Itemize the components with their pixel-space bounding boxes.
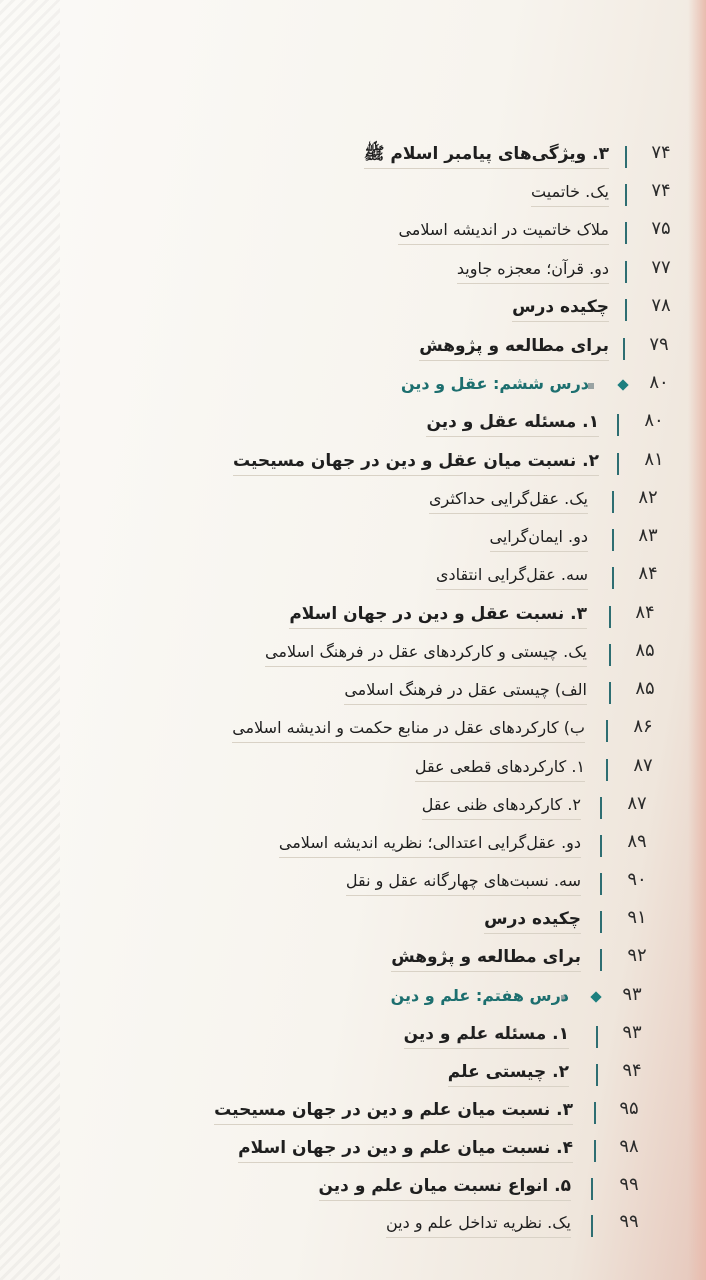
toc-title: ۲. چیستی علم [448, 1060, 569, 1087]
toc-title: ۲. نسبت میان عقل و دین در جهان مسیحیت [233, 449, 599, 476]
toc-separator-bar [600, 911, 602, 933]
toc-title: برای مطالعه و پژوهش [391, 945, 581, 972]
toc-separator-bar [600, 835, 602, 857]
toc-entry [0, 827, 706, 863]
toc-entry [0, 865, 706, 901]
toc-separator-bar [600, 949, 602, 971]
toc-entry [0, 138, 706, 174]
toc-separator-bar [594, 1102, 596, 1124]
toc-entry [0, 712, 706, 748]
toc-title: ۳. نسبت عقل و دین در جهان اسلام [289, 602, 587, 629]
diamond-bullet-icon [617, 379, 628, 390]
toc-page-number: ۸۴ [638, 563, 658, 584]
toc-entry [0, 521, 706, 557]
toc-separator-bar [623, 338, 625, 360]
toc-page-number: ۹۳ [622, 984, 642, 1005]
toc-separator-bar [617, 414, 619, 436]
toc-separator-bar [600, 873, 602, 895]
toc-entry [0, 1018, 706, 1054]
toc-entry [0, 789, 706, 825]
toc-page-number: ۸۷ [633, 755, 653, 776]
toc-entry [0, 636, 706, 672]
toc-entry [0, 903, 706, 939]
toc-entry [0, 980, 706, 1016]
toc-separator-bar [625, 261, 627, 283]
toc-page-number: ۸۵ [635, 678, 655, 699]
toc-page-number: ۸۹ [627, 831, 647, 852]
toc-title: دو. عقل‌گرایی اعتدالی؛ نظریه اندیشه اسلامی [279, 831, 581, 858]
lesson-heading: درس ششم: عقل و دین [400, 374, 589, 393]
toc-separator-bar [594, 1140, 596, 1162]
toc-separator-bar [625, 184, 627, 206]
toc-entry [0, 368, 706, 404]
toc-separator-bar [609, 606, 611, 628]
toc-page-number: ۸۶ [633, 716, 653, 737]
toc-entry [0, 214, 706, 250]
toc-page-number: ۸۰ [644, 410, 664, 431]
toc-title: ۱. مسئله عقل و دین [426, 410, 599, 437]
toc-page-number: ۸۵ [635, 640, 655, 661]
toc-page-number: ۸۰ [649, 372, 669, 393]
toc-separator-bar [606, 720, 608, 742]
toc-title: ۳. نسبت میان علم و دین در جهان مسیحیت [214, 1098, 573, 1125]
toc-entry [0, 751, 706, 787]
toc-title: ۱. کارکردهای قطعی عقل [415, 755, 585, 782]
toc-entry [0, 1170, 706, 1206]
toc-page-number: ۷۹ [649, 334, 669, 355]
toc-entry [0, 445, 706, 481]
toc-separator-bar [612, 567, 614, 589]
toc-separator-bar [591, 1215, 593, 1237]
toc-page-number: ۸۴ [635, 602, 655, 623]
toc-page-number: ۹۴ [622, 1060, 642, 1081]
toc-page-number: ۹۹ [619, 1174, 639, 1195]
toc-separator-bar [617, 453, 619, 475]
toc-entry [0, 559, 706, 595]
toc-separator-bar [625, 299, 627, 321]
toc-separator-bar [591, 1178, 593, 1200]
toc-separator-bar [625, 146, 627, 168]
toc-entry [0, 291, 706, 327]
toc-title: ملاک خاتمیت در اندیشه اسلامی [398, 218, 609, 245]
toc-title: یک. خاتمیت [531, 180, 609, 207]
toc-page-number: ۷۴ [651, 142, 671, 163]
toc-page-number: ۹۸ [619, 1136, 639, 1157]
toc-page-number: ۷۵ [651, 218, 671, 239]
toc-title: ب) کارکردهای عقل در منابع حکمت و اندیشه اسلامی [232, 716, 585, 743]
toc-title: ۵. انواع نسبت میان علم و دین [319, 1174, 572, 1201]
toc-title: ۴. نسبت میان علم و دین در جهان اسلام [238, 1136, 573, 1163]
toc-separator-bar [609, 682, 611, 704]
toc-page-number: ۷۸ [651, 295, 671, 316]
toc-title: چکیده درس [484, 907, 581, 934]
toc-separator-bar [609, 644, 611, 666]
toc-entry [0, 176, 706, 212]
lesson-heading: درس هفتم: علم و دین [390, 986, 569, 1005]
toc-separator-bar [612, 529, 614, 551]
toc-title: الف) چیستی عقل در فرهنگ اسلامی [344, 678, 587, 705]
toc-title: سه. عقل‌گرایی انتقادی [436, 563, 588, 590]
toc-title: دو. قرآن؛ معجزه جاوید [457, 257, 609, 284]
toc-entry [0, 1207, 706, 1243]
toc-separator-bar [596, 1026, 598, 1048]
toc-separator-bar [625, 222, 627, 244]
toc-page-number: ۹۰ [627, 869, 647, 890]
toc-entry [0, 1094, 706, 1130]
toc-entry [0, 1132, 706, 1168]
toc-entry [0, 406, 706, 442]
toc-title: چکیده درس [512, 295, 609, 322]
toc-page-number: ۸۱ [644, 449, 664, 470]
toc-title: ۳. ویژگی‌های پیامبر اسلام ﷺ [364, 142, 609, 169]
toc-page-number: ۸۲ [638, 487, 658, 508]
toc-title: یک. عقل‌گرایی حداکثری [429, 487, 588, 514]
toc-entry [0, 674, 706, 710]
toc-page-number: ۹۵ [619, 1098, 639, 1119]
toc-entry [0, 253, 706, 289]
toc-title: سه. نسبت‌های چهارگانه عقل و نقل [346, 869, 581, 896]
toc-page-number: ۹۲ [627, 945, 647, 966]
toc-separator-bar [606, 759, 608, 781]
toc-page-number: ۹۳ [622, 1022, 642, 1043]
toc-page-number: ۹۱ [627, 907, 647, 928]
toc-title: یک. نظریه تداخل علم و دین [386, 1211, 571, 1238]
toc-page-number: ۸۷ [627, 793, 647, 814]
toc-page-number: ۷۴ [651, 180, 671, 201]
toc-separator-bar [596, 1064, 598, 1086]
toc-entry [0, 598, 706, 634]
toc-separator-bar [612, 491, 614, 513]
toc-entry [0, 483, 706, 519]
toc-title: یک. چیستی و کارکردهای عقل در فرهنگ اسلامی [265, 640, 587, 667]
diamond-bullet-icon [590, 991, 601, 1002]
toc-title: برای مطالعه و پژوهش [419, 334, 609, 361]
toc-page-number: ۷۷ [651, 257, 671, 278]
toc-entry [0, 330, 706, 366]
toc-entry [0, 1056, 706, 1092]
toc-title: ۱. مسئله علم و دین [404, 1022, 569, 1049]
toc-separator-bar [600, 797, 602, 819]
toc-title: دو. ایمان‌گرایی [490, 525, 588, 552]
toc-entry [0, 941, 706, 977]
toc-page-number: ۹۹ [619, 1211, 639, 1232]
toc-page-number: ۸۳ [638, 525, 658, 546]
toc-title: ۲. کارکردهای ظنی عقل [422, 793, 581, 820]
